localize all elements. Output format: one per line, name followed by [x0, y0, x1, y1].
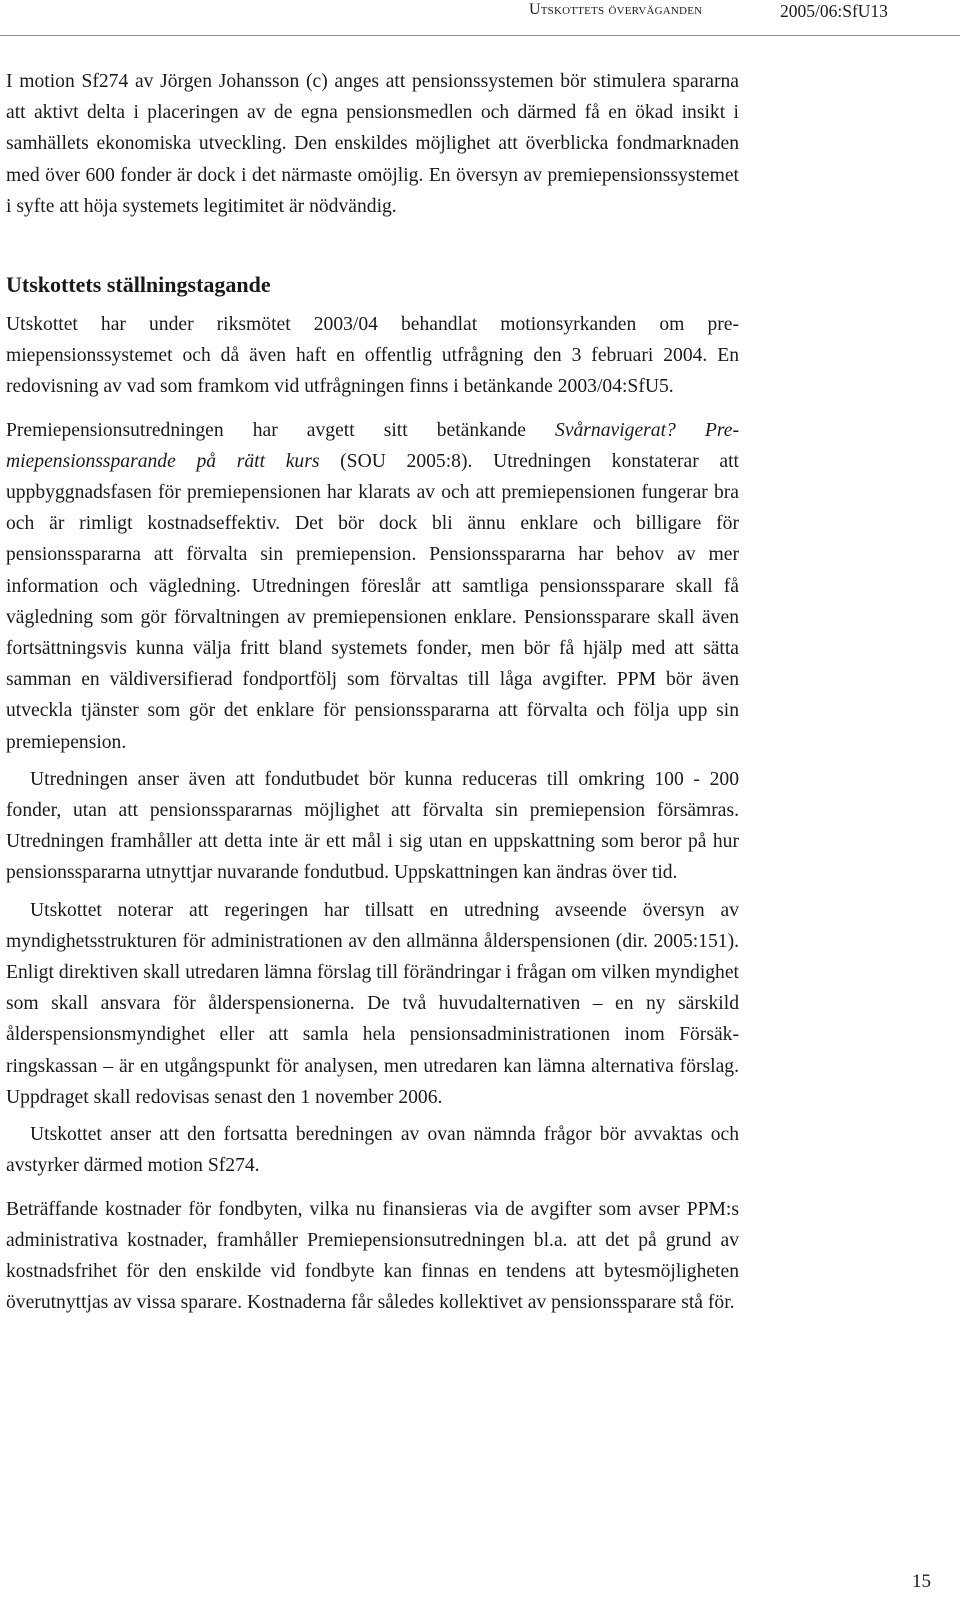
paragraph-authority-review: Utskottet noterar att regeringen har tillsatt en utredning avseende översyn av myndighetsstrukturen för administrationen av den allmänna ålderspensionen (dir. 2005:151). Enligt direktiven skall utredaren lämna förslag till förändringar i frågan om vilken myndighet som skall ansvara för ålderspensionerna. De två huvudalternativen – en ny särskild ålderspensionsmyndighet eller att samla hela pensionsadministrationen inom Försäkringskassan – är en utgångspunkt för analysen, men utredaren kan lämna alternativa förslag. Uppdraget skall redovisas senast den 1 november 2006.: [6, 899, 739, 1108]
paragraph-committee-position: Utskottet anser att den fortsatta beredningen av ovan nämnda frågor bör avvaktas och avstyrker därmed motion Sf274.: [6, 1124, 739, 1177]
report-title: Svårnavigerat? Premiepensionssparande på rätt kurs: [6, 419, 739, 472]
section-heading: Utskottets ställningstagande: [6, 272, 271, 298]
header-section-title: Utskottets överväganden: [529, 1, 703, 18]
paragraph-fund-switch-costs: Beträffande kostnader för fondbyten, vilka nu finansieras via de avgifter som avser PPM:s administrativa kostnader, framhåller Premiepensionsutredningen bl.a. att det på grund av kostnadsfrihet för den enskilde vid fondbyte kan finnas en tendens att bytesmöjligheten överutnyttjas av vissa sparare. Kostnaderna får således kollektivet av pensionssparare stå för.: [6, 1198, 739, 1314]
document-body: [6, 66, 739, 1318]
paragraph-fund-reduction: Utredningen anser även att fondutbudet bör kunna reduceras till omkring 100 - 200 fonder, utan att pensionsspararnas möjlighet att förvalta sin premiepension försämras. Utredningen framhåller att detta inte är ett mål i sig utan en uppskattning som beror på hur pensionsspararna utnyttjar nuvarande fondutbud. Uppskattningen kan ändras över tid.: [6, 768, 739, 884]
paragraph-previous-hearing: Utskottet har under riksmötet 2003/04 behandlat motionsyrkanden om premiepensionssystemet och då även haft en offentlig utfrågning den 3 februari 2004. En redovisning av vad som framkom vid utfrågningen finns i betänkande 2003/04:SfU5.: [6, 314, 739, 398]
report-findings-text: (SOU 2005:8). Utredningen konstaterar att uppbyggnadsfasen för premiepensionen har klarats av och att premiepensionen fungerar bra och är rimligt kostnadseffektiv. Det bör dock bli ännu enklare och billigare för pensionsspararna att förvalta sin premiepension. Pensionsspararna har behov av mer information och vägledning. Utredningen föreslår att samtliga pensionssparare skall få vägledning som gör förvaltningen av premiepensionen enklare. Pensionssparare skall även fortsättningsvis kunna välja fritt bland systemets fonder, men bör få hjälp med att sätta samman en väldiversifierad fondportfölj som förvaltas till låga avgifter. PPM bör även utveckla tjänster som gör det enklare för pensionsspararna att förvalta och följa upp sin premiepension.: [6, 450, 739, 753]
paragraph-motion-sf274: I motion Sf274 av Jörgen Johansson (c) anges att pensionssystemen bör stimulera spararna att aktivt delta i placeringen av de egna pensionsmedlen och därmed få en ökad insikt i samhällets ekonomiska utveckling. Den enskildes möjlighet att överblicka fondmarknaden med över 600 fonder är dock i det närmaste omöjlig. En översyn av premiepensionssystemet i syfte att höja systemets legitimitet är nödvändig.: [6, 71, 739, 217]
running-header: [0, 0, 960, 40]
report-intro-text: Premiepensionsutredningen har avgett sitt betänkande: [6, 419, 556, 441]
paragraph-investigation-report: [6, 415, 739, 758]
page-number: 15: [912, 1571, 931, 1592]
header-document-id: 2005/06:SfU13: [780, 1, 888, 21]
header-divider: [0, 35, 960, 36]
